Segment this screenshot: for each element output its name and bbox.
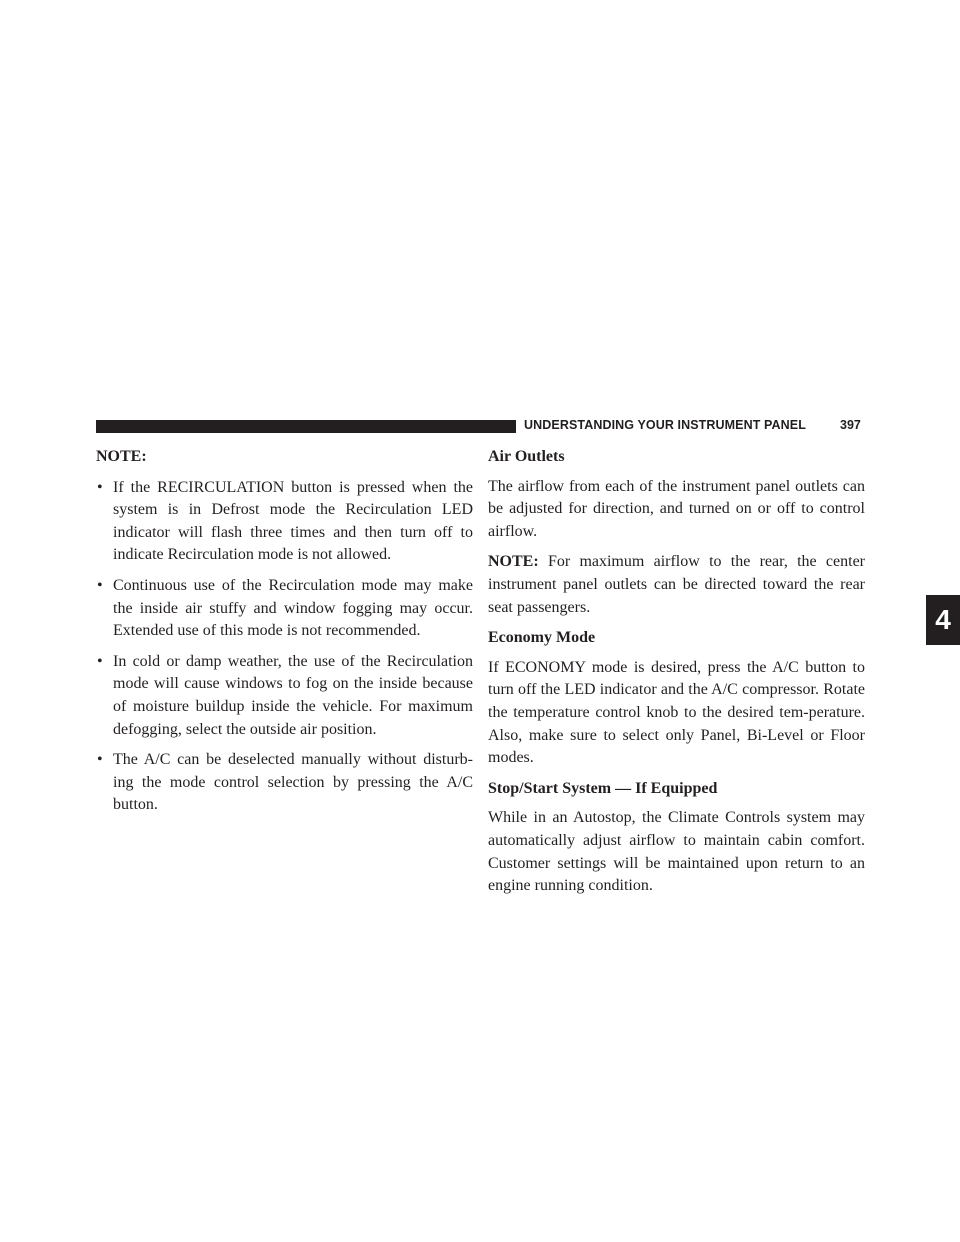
bullet-item [96, 477, 473, 567]
bullet-icon: • [97, 478, 103, 496]
header-rule [96, 420, 516, 433]
section-header-title: UNDERSTANDING YOUR INSTRUMENT PANEL [524, 418, 806, 432]
bullet-text: Continuous use of the Recirculation mode may make the inside air stuffy and window fogging may occur. Extended use of this mode is not recommended. [113, 576, 473, 640]
chapter-tab: 4 [926, 595, 960, 645]
note-text: For maximum airflow to the rear, the center instrument panel outlets can be directed toward the rear seat passengers. [488, 553, 865, 616]
bullet-text: The A/C can be deselected manually without disturb-ing the mode control selection by pressing the A/C button. [113, 751, 473, 814]
stop-start-heading: Stop/Start System — If Equipped [488, 779, 718, 797]
note-label: NOTE: [96, 448, 147, 465]
stop-start-paragraph: While in an Autostop, the Climate Controls system may automatically adjust airflow to maintain cabin comfort. Customer settings will be maintained upon return to an engine running condition. [488, 809, 865, 895]
note-label: NOTE: [488, 553, 539, 571]
note-bullet-list [96, 477, 473, 817]
bullet-text: In cold or damp weather, the use of the Recirculation mode will cause windows to fog on the inside because of moisture buildup inside the vehicle. For maximum defogging, select the outside air position. [113, 652, 473, 738]
economy-mode-heading: Economy Mode [488, 629, 596, 647]
right-column [488, 446, 865, 906]
air-outlets-heading: Air Outlets [488, 448, 565, 465]
air-outlets-note [488, 551, 865, 619]
left-column [96, 446, 473, 825]
page-number: 397 [840, 418, 861, 432]
bullet-icon: • [97, 751, 103, 769]
bullet-text: If the RECIRCULATION button is pressed when the system is in Defrost mode the Recirculation LED indicator will flash three times and then turn off to indicate Recirculation mode is not allowed. [113, 478, 473, 564]
bullet-icon: • [97, 652, 103, 670]
bullet-item [96, 749, 473, 817]
economy-mode-paragraph: If ECONOMY mode is desired, press the A/C button to turn off the LED indicator and the A/C compressor. Rotate the temperature control knob to the desired tem-perature. Also, make sure to select only Panel, Bi-Level or Floor modes. [488, 658, 865, 767]
bullet-item [96, 575, 473, 643]
bullet-item [96, 651, 473, 741]
air-outlets-paragraph: The airflow from each of the instrument panel outlets can be adjusted for direction, and turned on or off to control airflow. [488, 477, 865, 540]
bullet-icon: • [97, 576, 103, 594]
